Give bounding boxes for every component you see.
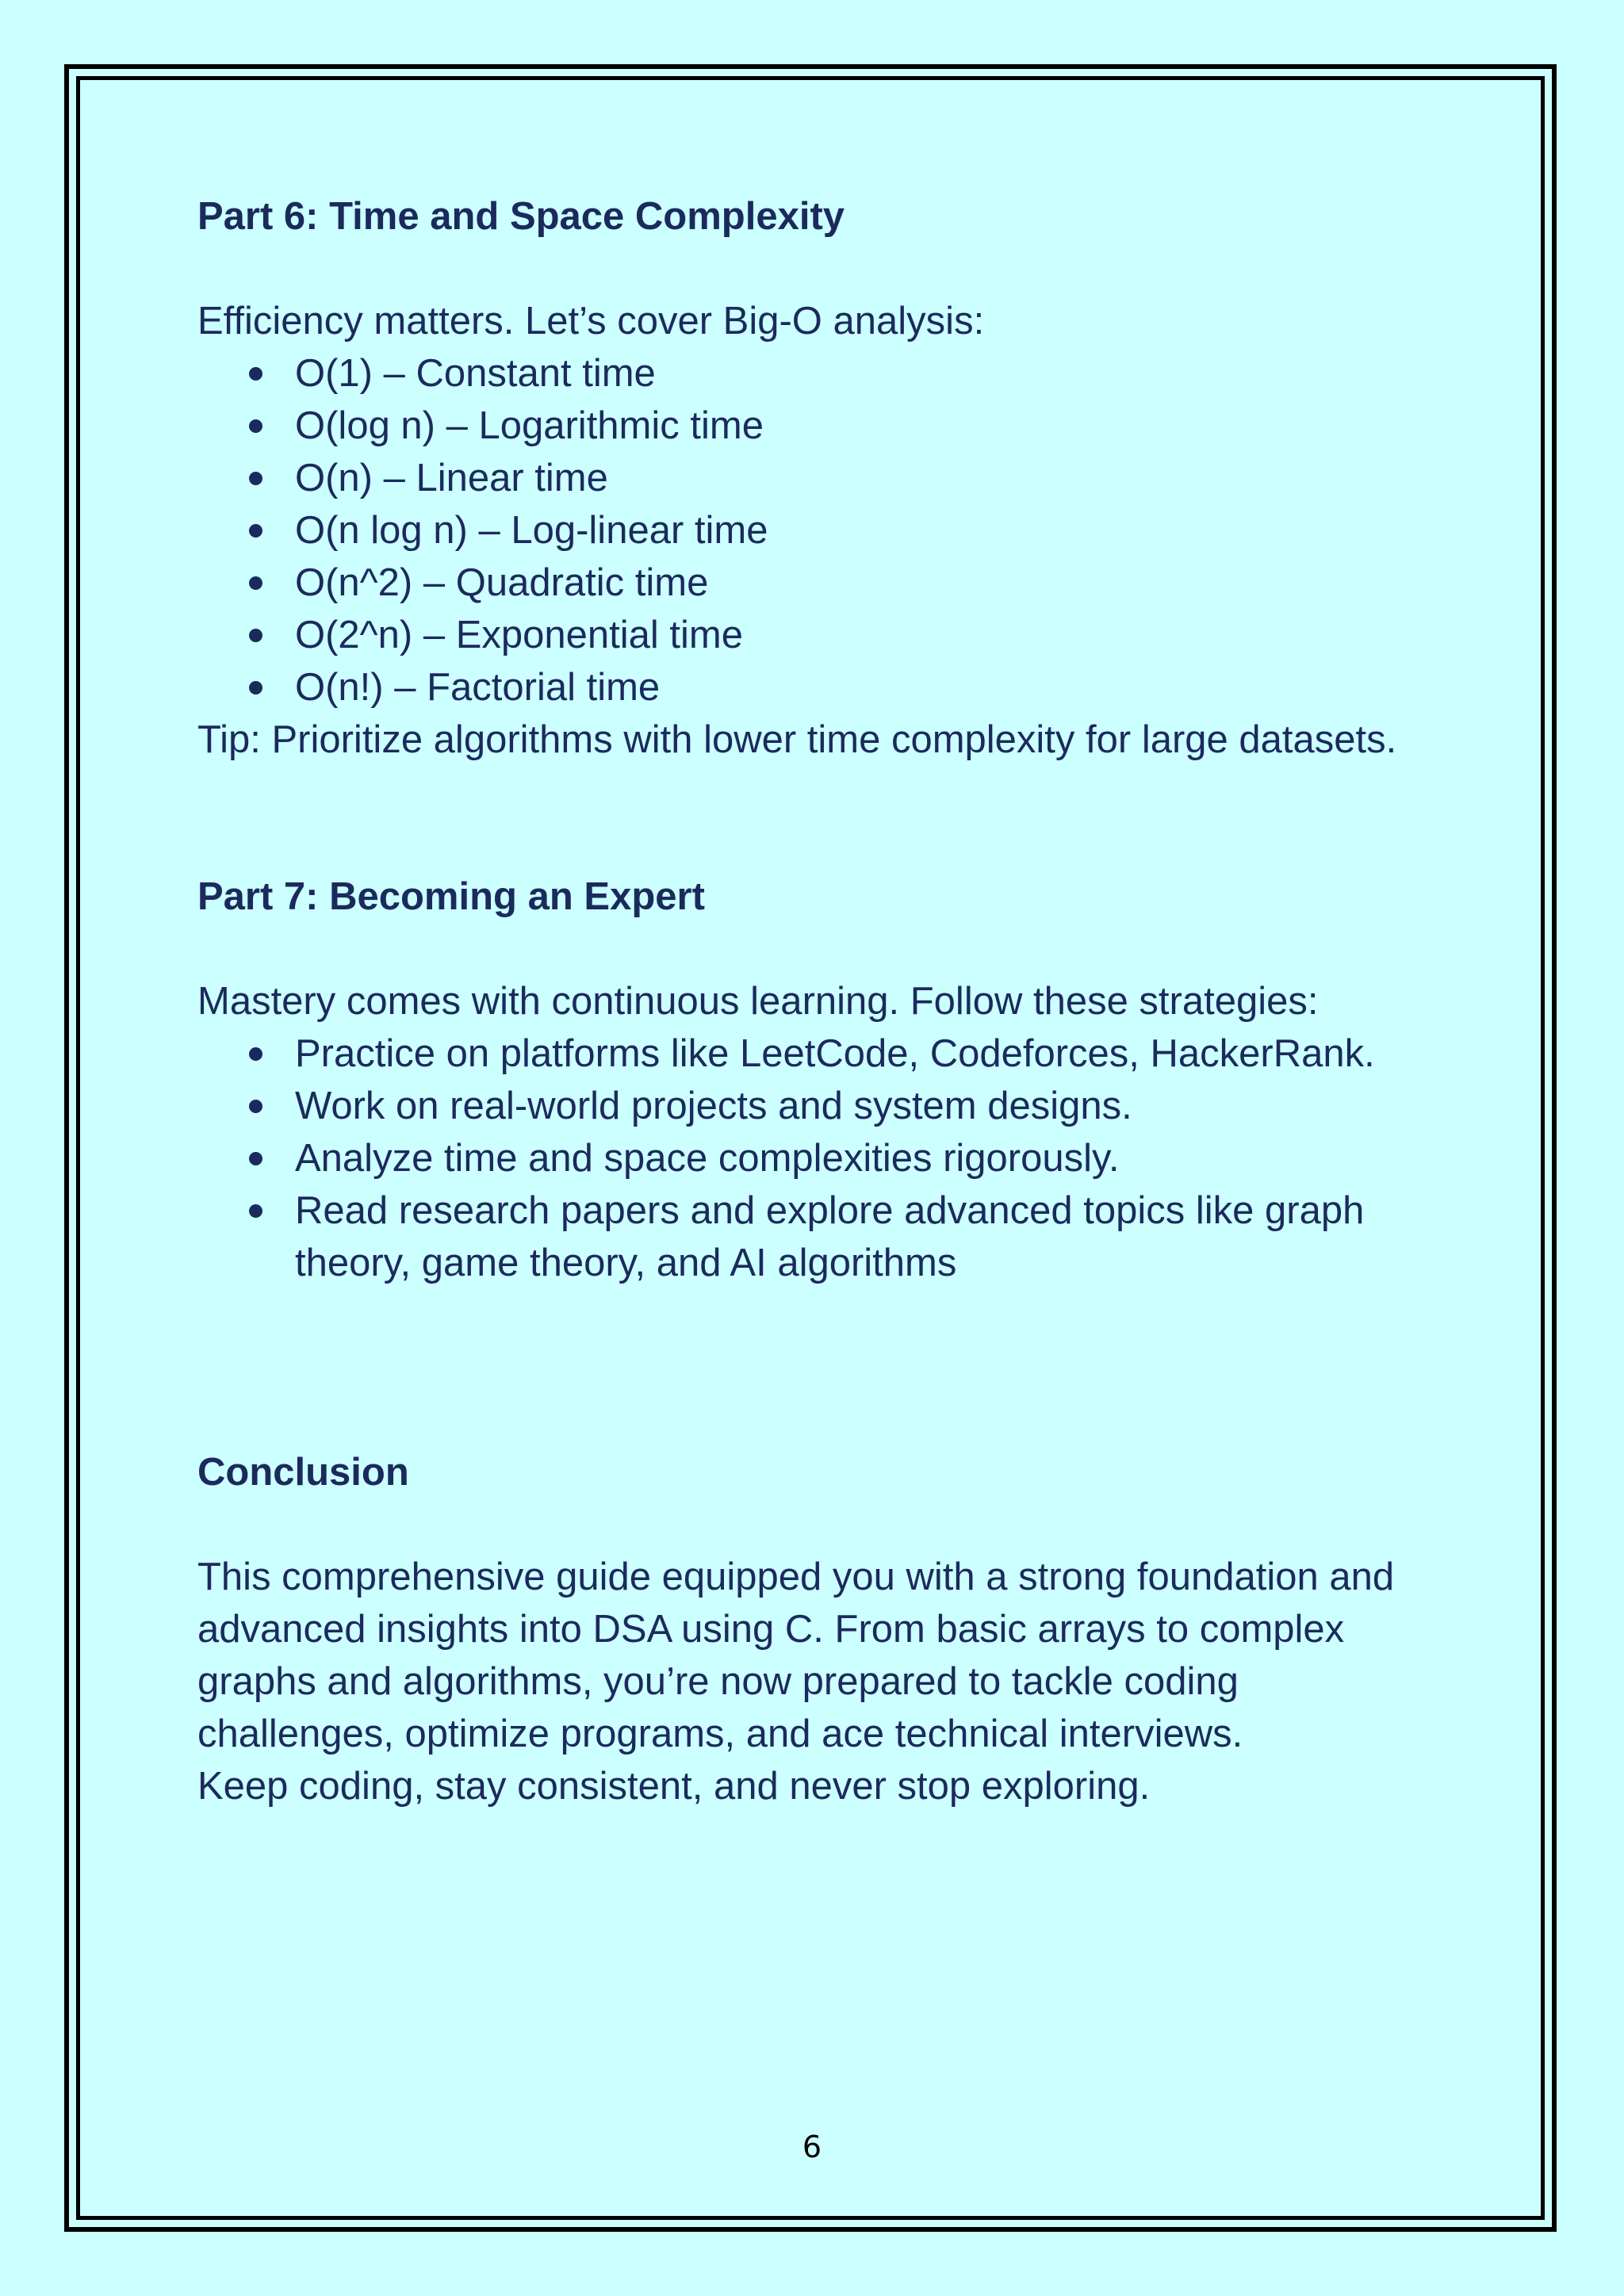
section-conclusion xyxy=(197,1446,1434,1812)
bullet-icon xyxy=(249,524,262,538)
bullet-icon xyxy=(249,681,262,695)
list-item xyxy=(197,504,1434,557)
list-item-text: O(n!) – Factorial time xyxy=(295,666,661,709)
list-item xyxy=(197,400,1434,452)
list-item-text: O(2^n) – Exponential time xyxy=(295,614,743,656)
bullet-icon xyxy=(249,629,262,642)
conclusion-closing: Keep coding, stay consistent, and never stop exploring. xyxy=(197,1765,1151,1808)
list-item xyxy=(197,1132,1434,1184)
conclusion-body: This comprehensive guide equipped you with a strong foundation and advanced insights into DSA using C. From basic arrays to complex graphs and algorithms, you’re now prepared to tackle coding challenges, optimize programs, and ace technical interviews. xyxy=(197,1556,1395,1755)
list-item xyxy=(197,452,1434,504)
bullet-icon xyxy=(249,367,262,381)
section-heading: Part 7: Becoming an Expert xyxy=(197,875,705,918)
bullet-icon xyxy=(249,1152,262,1165)
list-item-text: O(n^2) – Quadratic time xyxy=(295,561,709,604)
list-item xyxy=(197,557,1434,609)
section-heading: Conclusion xyxy=(197,1451,409,1494)
section-intro: Efficiency matters. Let’s cover Big-O analysis: xyxy=(197,300,985,342)
section-part-6 xyxy=(197,190,1434,766)
section-part-7 xyxy=(197,871,1434,1289)
bullet-icon xyxy=(249,1204,262,1218)
strategy-list xyxy=(197,1027,1434,1289)
tip-text: Tip: Prioritize algorithms with lower time complexity for large datasets. xyxy=(197,718,1397,761)
complexity-list xyxy=(197,347,1434,714)
page-content xyxy=(197,190,1434,1812)
list-item xyxy=(197,661,1434,714)
section-intro: Mastery comes with continuous learning. Follow these strategies: xyxy=(197,980,1319,1023)
list-item xyxy=(197,609,1434,661)
list-item-text: O(n log n) – Log-linear time xyxy=(295,509,768,552)
section-heading: Part 6: Time and Space Complexity xyxy=(197,195,845,238)
list-item xyxy=(197,1027,1434,1080)
bullet-icon xyxy=(249,576,262,590)
list-item-text: O(n) – Linear time xyxy=(295,457,608,499)
bullet-icon xyxy=(249,1100,262,1113)
list-item-text: Practice on platforms like LeetCode, Codeforces, HackerRank. xyxy=(295,1032,1375,1075)
list-item-text: Analyze time and space complexities rigorously. xyxy=(295,1137,1120,1180)
page-number: 6 xyxy=(802,2130,822,2164)
list-item-text: Work on real-world projects and system designs. xyxy=(295,1085,1132,1127)
bullet-icon xyxy=(249,472,262,485)
bullet-icon xyxy=(249,1047,262,1061)
list-item xyxy=(197,1080,1434,1132)
list-item-text: O(1) – Constant time xyxy=(295,352,656,395)
list-item-text: Read research papers and explore advanced topics like graph theory, game theory, and AI algorithms xyxy=(295,1189,1365,1284)
list-item-text: O(log n) – Logarithmic time xyxy=(295,404,764,447)
list-item xyxy=(197,347,1434,400)
bullet-icon xyxy=(249,419,262,433)
list-item xyxy=(197,1184,1434,1289)
